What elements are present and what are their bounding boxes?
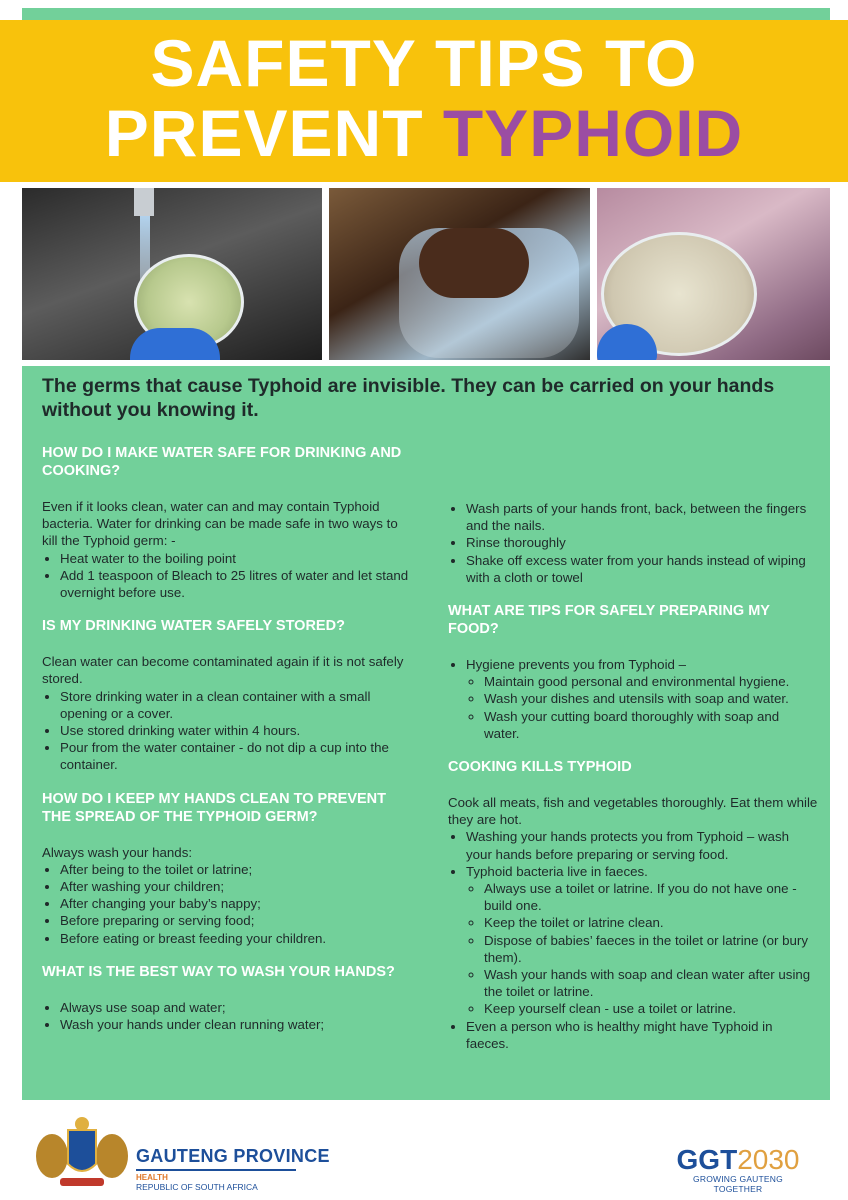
- paragraph-water-stored: Clean water can become contaminated again if it is not safely stored.: [42, 654, 404, 687]
- country-name: REPUBLIC OF SOUTH AFRICA: [136, 1182, 258, 1192]
- ggt-tagline: GROWING GAUTENG TOGETHER: [693, 1174, 783, 1194]
- list-item: ◦ Wash your cutting board thoroughly with soap and water.: [484, 708, 818, 742]
- list-item: • Wash parts of your hands front, back, between the fingers and the nails.: [466, 500, 818, 534]
- sublist-hygiene: [466, 673, 818, 742]
- list-item: • Rinse thoroughly: [466, 534, 818, 551]
- paragraph-cooking-kills: Cook all meats, fish and vegetables thoroughly. Eat them while they are hot.: [448, 795, 818, 828]
- left-column: [42, 444, 414, 1033]
- paragraph-hands-clean: Always wash your hands:: [42, 844, 193, 860]
- province-name: GAUTENG PROVINCE: [136, 1146, 330, 1166]
- list-item: ◦ Wash your dishes and utensils with soap and water.: [484, 690, 818, 707]
- hands-icon: [419, 228, 529, 298]
- list-cooking-kills: [448, 828, 818, 1052]
- heading-hands-clean: HOW DO I KEEP MY HANDS CLEAN TO PREVENT THE SPREAD OF THE TYPHOID GERM?: [42, 790, 387, 825]
- glove-icon: [130, 328, 220, 360]
- top-accent-bar: [22, 8, 830, 20]
- list-item: • Always use soap and water;: [60, 999, 414, 1016]
- photo-drinking-water: [329, 188, 590, 360]
- gauteng-province-logo: [136, 1146, 330, 1192]
- heading-water-safe: HOW DO I MAKE WATER SAFE FOR DRINKING AND COOKING?: [42, 445, 402, 479]
- title-line-2: [0, 96, 848, 170]
- list-water-stored: [42, 688, 414, 774]
- list-item: • After changing your baby’s nappy;: [60, 895, 414, 912]
- list-item: • Before preparing or serving food;: [60, 912, 414, 929]
- list-hands-clean: [42, 861, 414, 947]
- list-item: • Pour from the water container - do not dip a cup into the container.: [60, 739, 414, 773]
- list-item: • Heat water to the boiling point: [60, 550, 414, 567]
- ggt2030-logo: [668, 1146, 808, 1194]
- title-prevent: PREVENT: [104, 96, 424, 170]
- list-item: • After being to the toilet or latrine;: [60, 861, 414, 878]
- tap-icon: [134, 188, 154, 216]
- title-line-1: SAFETY TIPS TO: [150, 26, 698, 100]
- right-column: [448, 500, 818, 1052]
- list-item: • Use stored drinking water within 4 hours.: [60, 722, 414, 739]
- sublist-faeces: [466, 880, 818, 1018]
- list-item: ◦ Keep yourself clean - use a toilet or latrine.: [484, 1000, 818, 1017]
- list-item: • Hygiene prevents you from Typhoid – ◦ Maintain good personal and environmental hygiene. ◦ Wash your dishes and utensils with soap and water. ◦ Wash your cutting board thoroughly with soap and water.: [466, 656, 818, 742]
- list-item: • Store drinking water in a clean container with a small opening or a cover.: [60, 688, 414, 722]
- list-item: • Typhoid bacteria live in faeces. ◦ Always use a toilet or latrine. If you do not have one - build one. ◦ Keep the toilet or latrine clean. ◦ Dispose of babies’ faeces in the toilet or latrine (or bury them). ◦ Wash your hands with soap and clean water after using the toilet or latrine. ◦ Keep yourself clean - use a toilet or latrine.: [466, 863, 818, 1018]
- list-item: • Before eating or breast feeding your children.: [60, 930, 414, 947]
- heading-preparing-food: WHAT ARE TIPS FOR SAFELY PREPARING MY FOOD?: [448, 603, 770, 638]
- list-wash-hands-continued: [448, 500, 818, 586]
- list-item: • Wash your hands under clean running water;: [60, 1016, 414, 1033]
- divider: [136, 1169, 296, 1171]
- list-item: ◦ Dispose of babies’ faeces in the toilet or latrine (or bury them).: [484, 932, 818, 966]
- department-name: HEALTH: [136, 1173, 168, 1182]
- heading-water-stored: IS MY DRINKING WATER SAFELY STORED?: [42, 618, 345, 635]
- list-item: • Washing your hands protects you from Typhoid – wash your hands before preparing or serving food.: [466, 828, 818, 862]
- photo-petri-dish-tap: [22, 188, 322, 360]
- heading-wash-hands: WHAT IS THE BEST WAY TO WASH YOUR HANDS?: [42, 963, 395, 980]
- coat-of-arms-icon: [30, 1112, 134, 1192]
- list-water-safe: [42, 550, 414, 602]
- list-item: ◦ Keep the toilet or latrine clean.: [484, 914, 818, 931]
- list-item: • Add 1 teaspoon of Bleach to 25 litres of water and let stand overnight before use.: [60, 567, 414, 601]
- list-item: ◦ Wash your hands with soap and clean water after using the toilet or latrine.: [484, 966, 818, 1000]
- title-typhoid: TYPHOID: [442, 96, 744, 170]
- heading-cooking-kills: COOKING KILLS TYPHOID: [448, 759, 632, 776]
- ggt-wordmark: GGT2030: [676, 1144, 800, 1175]
- photo-petri-dish-meat: [597, 188, 830, 360]
- paragraph-water-safe: Even if it looks clean, water can and may contain Typhoid bacteria. Water for drinking can be made safe in two ways to kill the Typhoid germ: -: [42, 499, 398, 549]
- list-wash-hands: [42, 999, 414, 1033]
- list-item: ◦ Maintain good personal and environmental hygiene.: [484, 673, 818, 690]
- intro-statement: The germs that cause Typhoid are invisible. They can be carried on your hands without you knowing it.: [42, 375, 775, 421]
- list-preparing-food: [448, 656, 818, 742]
- list-item: • After washing your children;: [60, 878, 414, 895]
- list-item: • Shake off excess water from your hands instead of wiping with a cloth or towel: [466, 552, 818, 586]
- list-item: ◦ Always use a toilet or latrine. If you do not have one - build one.: [484, 880, 818, 914]
- list-item: • Even a person who is healthy might have Typhoid in faeces.: [466, 1018, 818, 1052]
